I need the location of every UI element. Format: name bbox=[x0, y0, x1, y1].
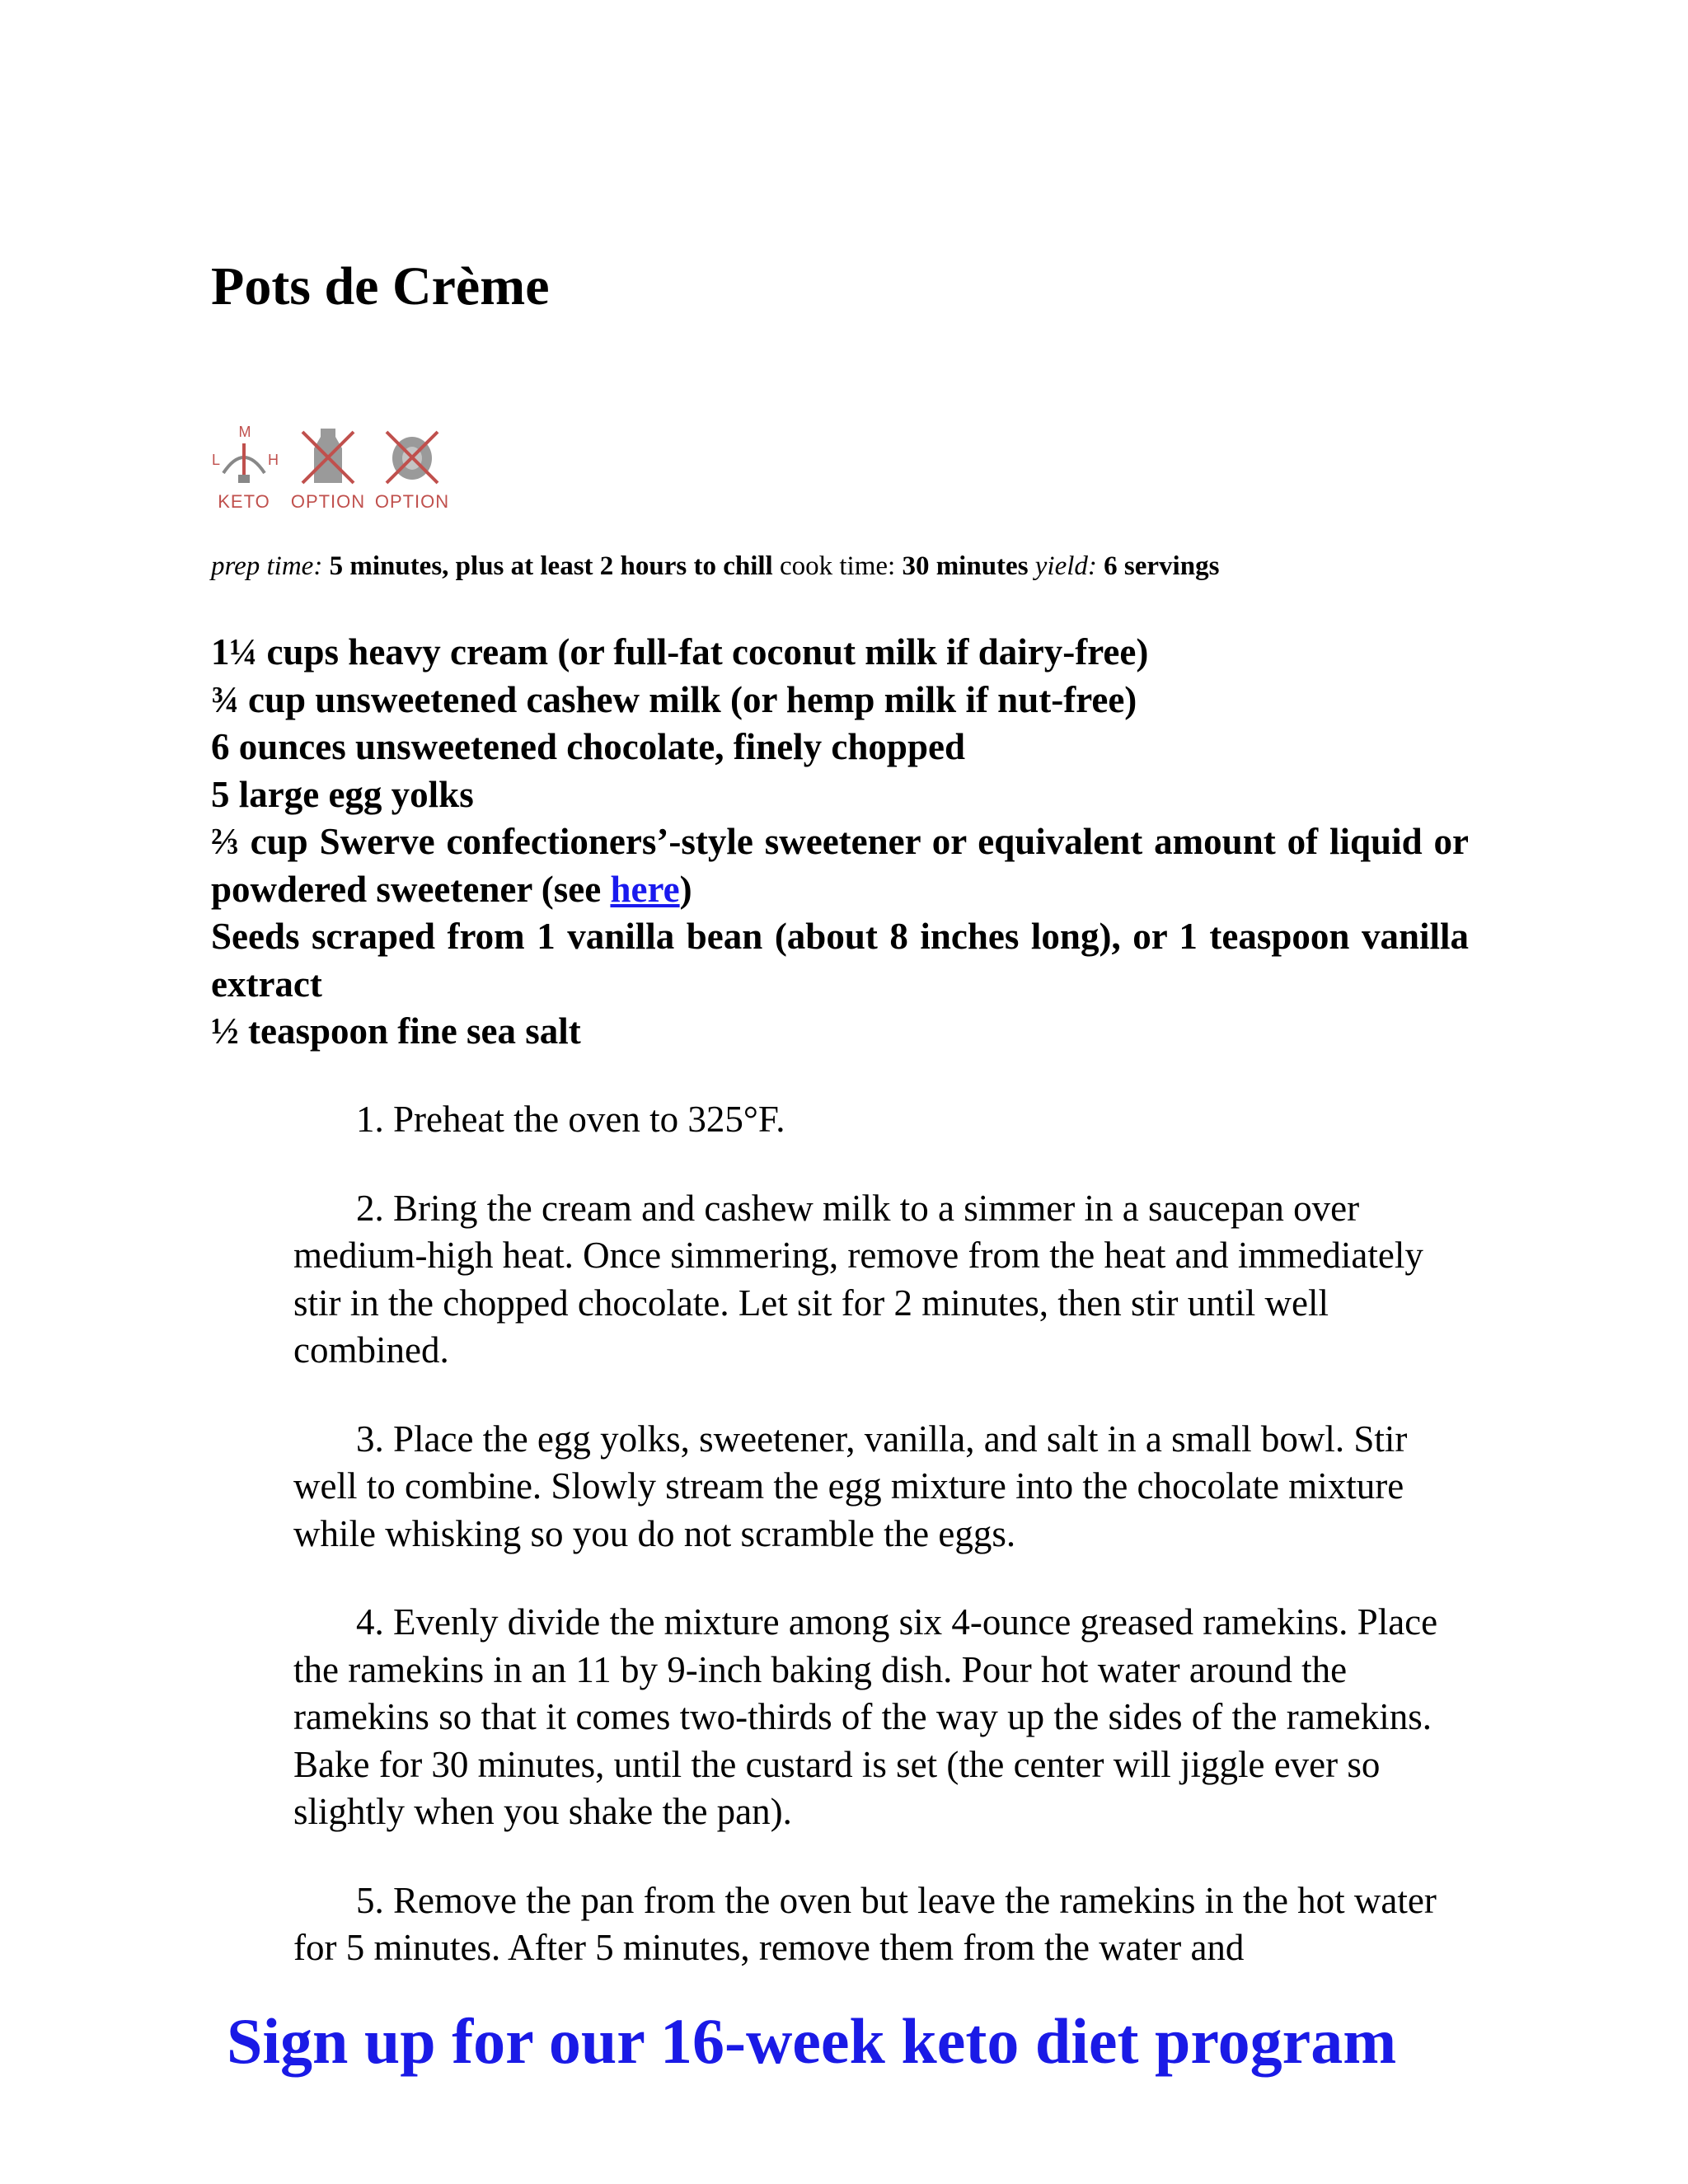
cook-value: 30 minutes bbox=[902, 551, 1029, 581]
prep-label: prep time: bbox=[211, 551, 323, 581]
ingredient-item: Seeds scraped from 1 vanilla bean (about 8 inches long), or 1 teaspoon vanilla extract bbox=[211, 916, 1469, 1005]
ingredient-item: 6 ounces unsweetened chocolate, finely chopped bbox=[211, 726, 965, 767]
ingredient-item: ¾ cup unsweetened cashew milk (or hemp milk if nut-free) bbox=[211, 678, 1137, 720]
instruction-step: 1. Preheat the oven to 325°F. bbox=[356, 1099, 785, 1140]
instruction-step: 4. Evenly divide the mixture among six 4-ounce greased ramekins. Place the ramekins in an 11 by 9-inch baking dish. Pour hot water around the ramekins so that it comes two-thirds of the way up the sides of the ramekins. Bake for 30 minutes, until the custard is set (the center will jiggle ever so slightly when you shake the pan). bbox=[293, 1601, 1438, 1832]
prep-value: 5 minutes, plus at least 2 hours to chill bbox=[329, 551, 773, 581]
keto-caption: KETO bbox=[218, 491, 270, 512]
keto-label-high: H bbox=[268, 452, 279, 468]
sweetener-link[interactable]: here bbox=[610, 868, 680, 910]
ingredient-item: 1¼ cups heavy cream (or full-fat coconut milk if dairy-free) bbox=[211, 631, 1149, 673]
ingredient-item: ½ teaspoon fine sea salt bbox=[211, 1010, 581, 1052]
ingredient-text: ) bbox=[679, 868, 692, 910]
yield-label: yield: bbox=[1034, 551, 1097, 581]
ingredient-item: 5 large egg yolks bbox=[211, 773, 474, 815]
ingredient-item bbox=[211, 818, 1469, 913]
nut-free-icon bbox=[375, 424, 449, 488]
page-title: Pots de Crème bbox=[211, 256, 550, 316]
instruction-step: 2. Bring the cream and cashew milk to a simmer in a saucepan over medium-high heat. Once simmering, remove from the heat and immediately stir in the chopped chocolate. Let sit for 2 minutes, then stir until well combined. bbox=[293, 1187, 1423, 1371]
nut-icon-box bbox=[373, 420, 452, 513]
keto-label-low: L bbox=[212, 452, 221, 468]
keto-meter-icon bbox=[207, 424, 281, 488]
yield-value: 6 servings bbox=[1104, 551, 1220, 581]
dairy-icon-box bbox=[288, 420, 368, 513]
cook-label: cook time: bbox=[779, 551, 896, 581]
instruction-list bbox=[293, 1096, 1469, 2013]
instruction-step: 5. Remove the pan from the oven but leave the ramekins in the hot water for 5 minutes. After 5 minutes, remove them from the water and bbox=[293, 1879, 1437, 1968]
instruction-step: 3. Place the egg yolks, sweetener, vanilla, and salt in a small bowl. Stir well to combine. Slowly stream the egg mixture into the chocolate mixture while whisking so you do not scramble the eggs. bbox=[293, 1418, 1408, 1554]
signup-banner[interactable]: Sign up for our 16-week keto diet program bbox=[227, 2005, 1397, 2077]
recipe-meta bbox=[211, 551, 1219, 583]
keto-label-medium: M bbox=[238, 424, 251, 440]
ingredient-text: ⅔ cup Swerve confectioners’-style sweetener or equivalent amount of liquid or powdered sweetener (see bbox=[211, 821, 1469, 910]
diet-icons bbox=[204, 420, 452, 513]
keto-icon-box bbox=[204, 420, 284, 513]
dairy-caption: OPTION bbox=[290, 491, 366, 512]
nut-caption: OPTION bbox=[374, 491, 450, 512]
dairy-free-icon bbox=[291, 424, 365, 488]
ingredient-list bbox=[211, 629, 1469, 1056]
